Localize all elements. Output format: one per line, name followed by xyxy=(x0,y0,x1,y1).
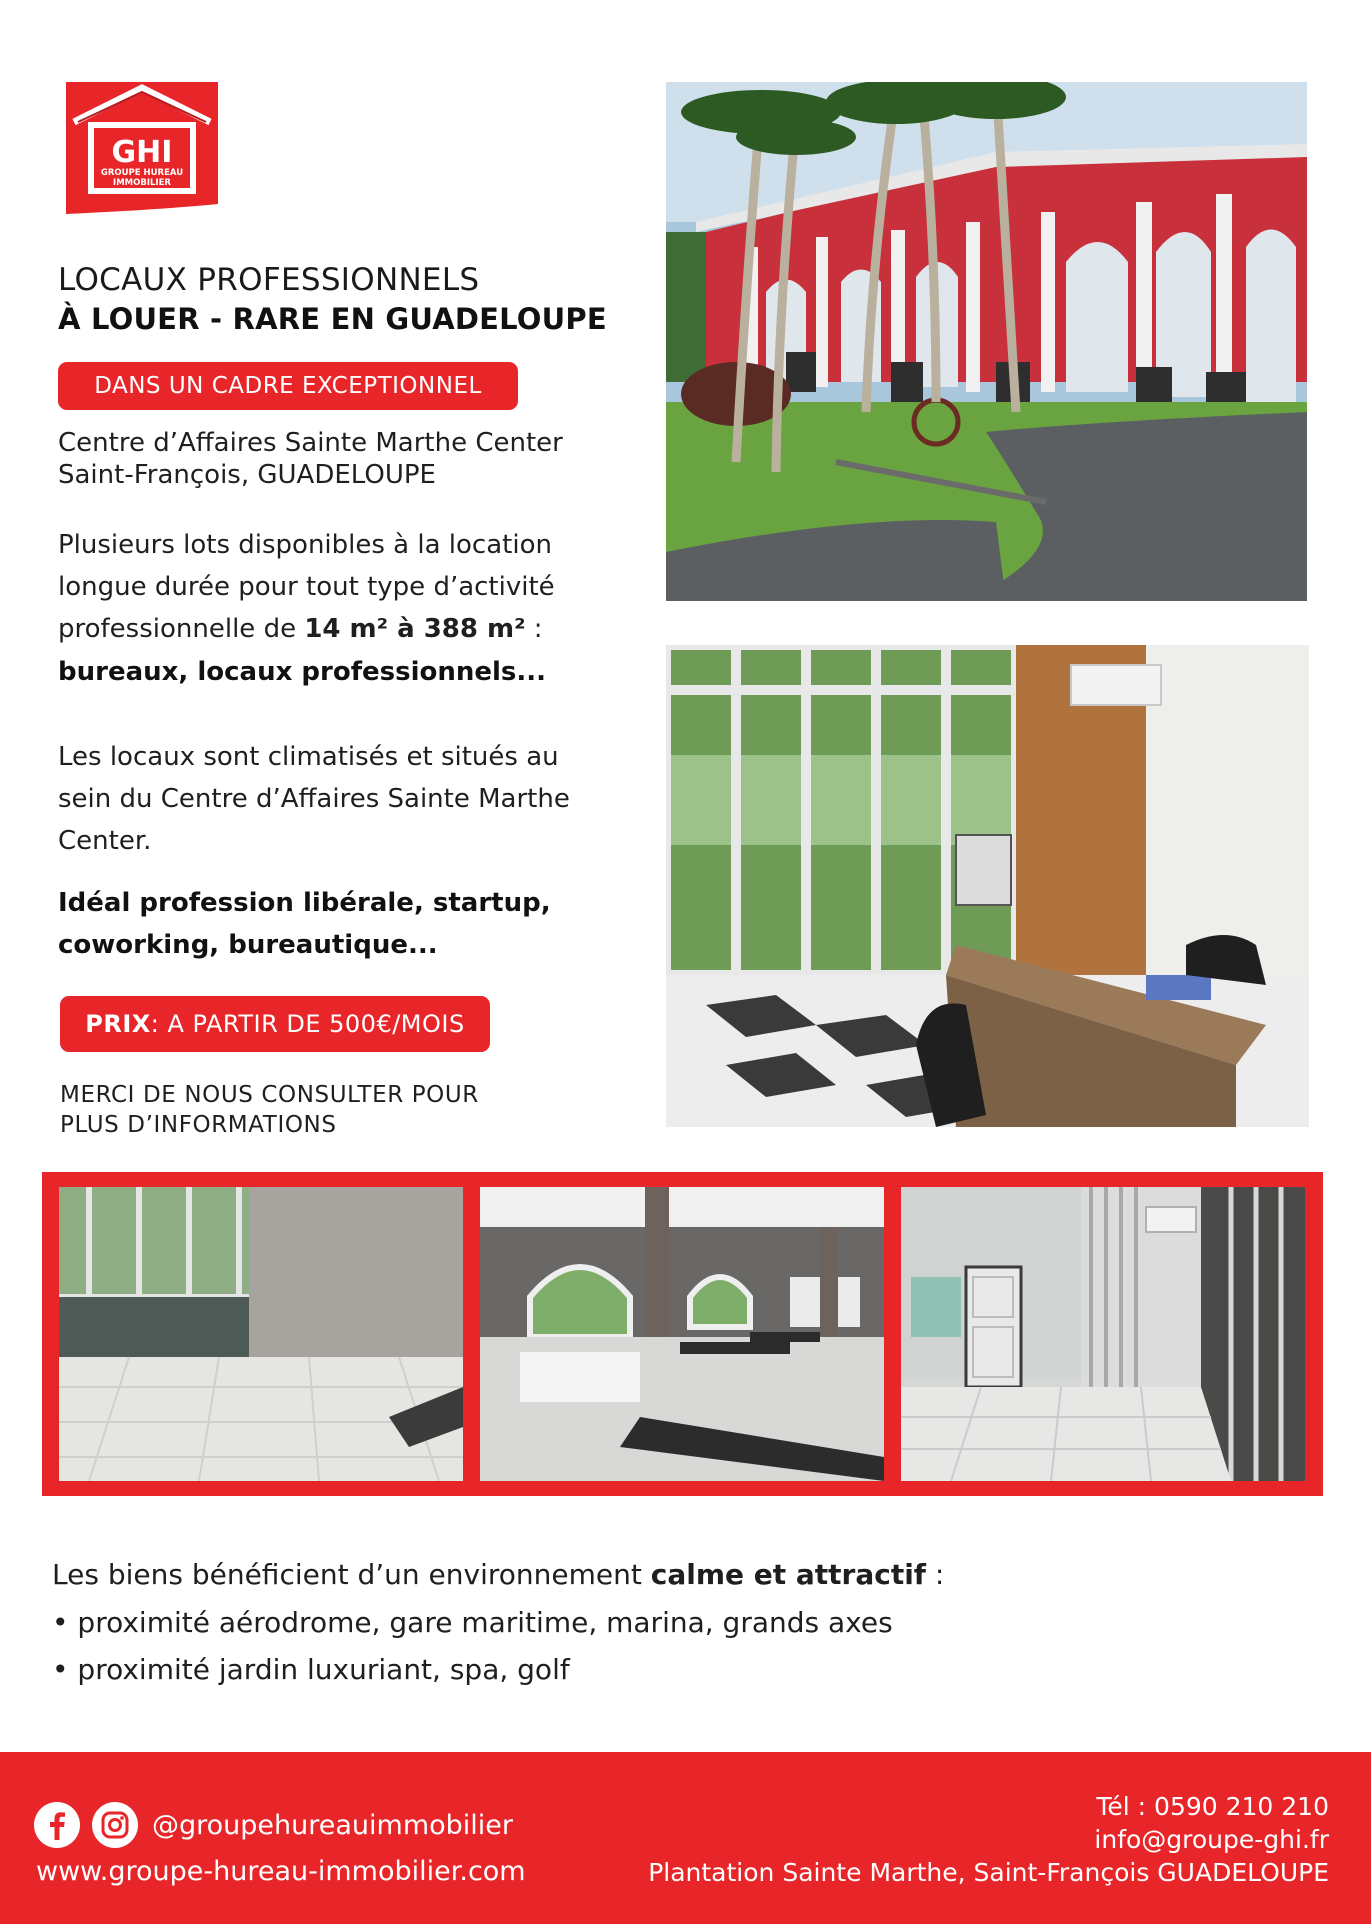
address-line1: Centre d’Affaires Sainte Marthe Center xyxy=(58,428,563,458)
address-line2: Saint-François, GUADELOUPE xyxy=(58,460,436,490)
social-handle[interactable]: @groupehureauimmobilier xyxy=(152,1810,514,1841)
desc-p3-line2: coworking, bureautique... xyxy=(58,930,438,960)
contact-note-line1: MERCI DE NOUS CONSULTER POUR xyxy=(60,1082,479,1108)
logo-text: GHI xyxy=(111,135,173,170)
title-line2: À LOUER - RARE EN GUADELOUPE xyxy=(58,302,607,336)
title-line1: LOCAUX PROFESSIONNELS xyxy=(58,262,480,298)
desc-p1-line1: Plusieurs lots disponibles à la location xyxy=(58,530,552,560)
facebook-icon[interactable] xyxy=(34,1802,80,1848)
desc-p3-line1: Idéal profession libérale, startup, xyxy=(58,888,551,918)
empty-office-photo-2 xyxy=(901,1187,1305,1481)
desc-surface-pre: professionnelle de xyxy=(58,614,305,644)
desc-p1-line3 xyxy=(58,614,543,644)
desc-surface-post: : xyxy=(525,614,543,644)
meeting-room-photo xyxy=(480,1187,884,1481)
company-logo xyxy=(66,82,218,214)
logo-sub2: IMMOBILIER xyxy=(113,178,171,188)
exceptional-badge: DANS UN CADRE EXCEPTIONNEL xyxy=(58,362,518,410)
website-link[interactable]: www.groupe-hureau-immobilier.com xyxy=(36,1856,526,1887)
office-interior-photo xyxy=(666,645,1309,1127)
contact-note-line2: PLUS D’INFORMATIONS xyxy=(60,1112,337,1138)
desc-p1-line2: longue durée pour tout type d’activité xyxy=(58,572,555,602)
environment-intro-pre: Les biens bénéficient d’un environnement xyxy=(52,1558,651,1591)
desc-p1-line4: bureaux, locaux professionnels... xyxy=(58,657,547,687)
building-exterior-photo xyxy=(666,82,1307,601)
empty-office-photo-1 xyxy=(59,1187,463,1481)
environment-bullet-2: • proximité jardin luxuriant, spa, golf xyxy=(52,1653,570,1686)
price-badge xyxy=(60,996,490,1052)
desc-p2-line3: Center. xyxy=(58,826,152,856)
footer-address: Plantation Sainte Marthe, Saint-François GUADELOUPE xyxy=(648,1858,1329,1887)
desc-surface-range: 14 m² à 388 m² xyxy=(304,614,526,644)
price-value: : A PARTIR DE 500€/MOIS xyxy=(150,1010,465,1038)
desc-p2-line2: sein du Centre d’Affaires Sainte Marthe xyxy=(58,784,570,814)
price-label: PRIX xyxy=(85,1010,151,1038)
environment-intro-bold: calme et attractif xyxy=(650,1558,926,1591)
environment-bullet-1: • proximité aérodrome, gare maritime, marina, grands axes xyxy=(52,1606,893,1639)
email-link[interactable]: info@groupe-ghi.fr xyxy=(1094,1825,1329,1854)
logo-sub1: GROUPE HUREAU xyxy=(100,168,184,178)
instagram-icon[interactable] xyxy=(92,1802,138,1848)
desc-p2-line1: Les locaux sont climatisés et situés au xyxy=(58,742,559,772)
phone-number[interactable]: Tél : 0590 210 210 xyxy=(1096,1792,1329,1821)
environment-intro-post: : xyxy=(926,1558,945,1591)
environment-intro xyxy=(52,1558,944,1591)
footer xyxy=(0,1752,1371,1924)
